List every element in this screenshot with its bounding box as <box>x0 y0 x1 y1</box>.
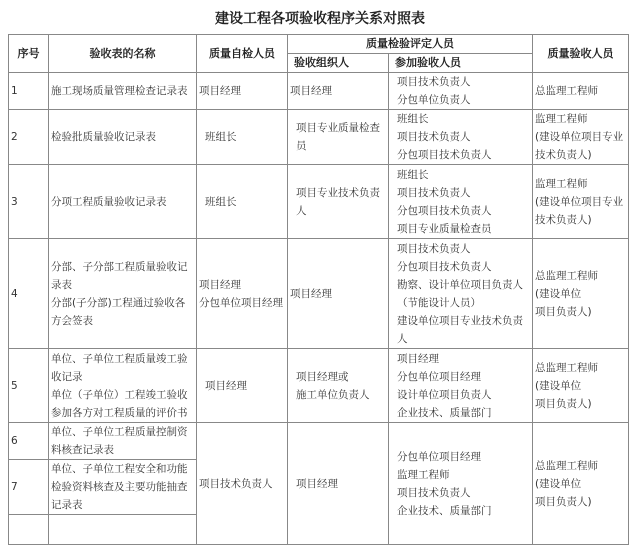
seq-cell: 5 <box>9 349 49 423</box>
organizer-cell: 项目专业质量检查 员 <box>288 110 389 165</box>
self-check-cell: 项目技术负责人 <box>197 423 288 545</box>
form-name-cell <box>49 515 197 545</box>
organizer-cell: 项目经理 <box>288 423 389 545</box>
self-check-cell: 项目经理 <box>197 73 288 110</box>
organizer-cell: 项目经理 <box>288 239 389 349</box>
header-participants: 参加验收人员 <box>389 54 533 73</box>
seq-cell: 2 <box>9 110 49 165</box>
header-evaluation: 质量检验评定人员 <box>288 35 533 54</box>
self-check-cell: 班组长 <box>197 165 288 239</box>
form-name-cell: 分部、子分部工程质量验收记 录表 分部(子分部)工程通过验收各 方会签表 <box>49 239 197 349</box>
header-seq: 序号 <box>9 35 49 73</box>
table-row <box>9 73 629 110</box>
acceptance-cell: 监理工程师 (建设单位项目专业 技术负责人) <box>533 165 629 239</box>
acceptance-procedure-table <box>8 34 629 545</box>
seq-cell: 7 <box>9 460 49 515</box>
form-name-cell: 单位、子单位工程质量竣工验 收记录 单位（子单位）工程竣工验收 参加各方对工程质量的评价书 <box>49 349 197 423</box>
document-title: 建设工程各项验收程序关系对照表 <box>215 11 425 27</box>
organizer-cell: 项目经理或 施工单位负责人 <box>288 349 389 423</box>
organizer-cell: 项目专业技术负责 人 <box>288 165 389 239</box>
form-name-cell: 分项工程质量验收记录表 <box>49 165 197 239</box>
table-row <box>9 110 629 165</box>
acceptance-cell: 总监理工程师 <box>533 73 629 110</box>
participants-cell: 班组长 项目技术负责人 分包项目技术负责人 <box>389 110 533 165</box>
self-check-cell: 班组长 <box>197 110 288 165</box>
participants-cell: 班组长 项目技术负责人 分包项目技术负责人 项目专业质量检查员 <box>389 165 533 239</box>
self-check-cell: 项目经理 分包单位项目经理 <box>197 239 288 349</box>
header-row <box>9 35 629 54</box>
seq-cell: 4 <box>9 239 49 349</box>
table-row <box>9 239 629 349</box>
header-acceptance: 质量验收人员 <box>533 35 629 73</box>
form-name-cell: 单位、子单位工程质量控制资 料核查记录表 <box>49 423 197 460</box>
form-name-cell: 检验批质量验收记录表 <box>49 110 197 165</box>
participants-cell: 分包单位项目经理 监理工程师 项目技术负责人 企业技术、质量部门 <box>389 423 533 545</box>
acceptance-cell: 总监理工程师 (建设单位 项目负责人) <box>533 349 629 423</box>
form-name-cell: 施工现场质量管理检查记录表 <box>49 73 197 110</box>
acceptance-cell: 总监理工程师 (建设单位 项目负责人) <box>533 423 629 545</box>
participants-cell: 项目技术负责人 分包单位负责人 <box>389 73 533 110</box>
seq-cell: 6 <box>9 423 49 460</box>
form-name-cell: 单位、子单位工程安全和功能 检验资料核查及主要功能抽查 记录表 <box>49 460 197 515</box>
seq-cell: 1 <box>9 73 49 110</box>
table-row <box>9 165 629 239</box>
self-check-cell: 项目经理 <box>197 349 288 423</box>
acceptance-cell: 总监理工程师 (建设单位 项目负责人) <box>533 239 629 349</box>
table-row <box>9 349 629 423</box>
participants-cell: 项目经理 分包单位项目经理 设计单位项目负责人 企业技术、质量部门 <box>389 349 533 423</box>
header-form-name: 验收表的名称 <box>49 35 197 73</box>
participants-cell: 项目技术负责人 分包项目技术负责人 勘察、设计单位项目负责人 （节能设计人员） 建设单位项目专业技术负责 人 <box>389 239 533 349</box>
seq-cell: 3 <box>9 165 49 239</box>
organizer-cell: 项目经理 <box>288 73 389 110</box>
table-row <box>9 423 629 460</box>
header-organizer: 验收组织人 <box>288 54 389 73</box>
acceptance-cell: 监理工程师 (建设单位项目专业 技术负责人) <box>533 110 629 165</box>
header-self-check: 质量自检人员 <box>197 35 288 73</box>
seq-cell <box>9 515 49 545</box>
